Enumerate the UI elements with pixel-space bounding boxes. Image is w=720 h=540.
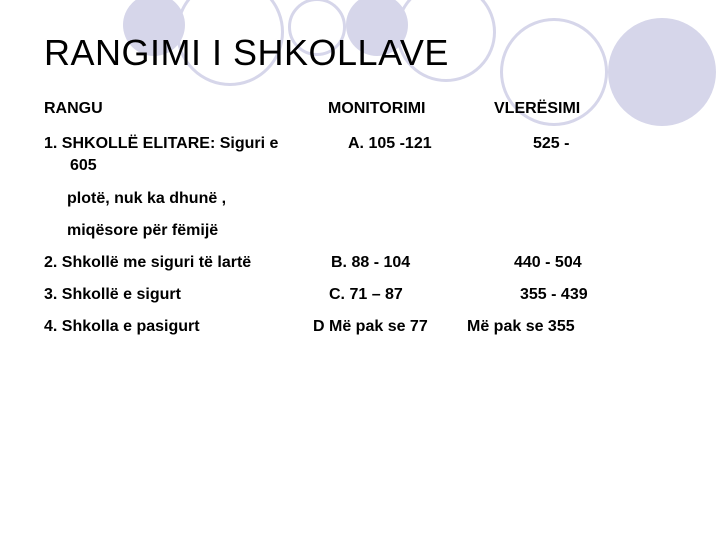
row-4-monitoring: D Më pak se 77 <box>313 318 428 335</box>
row-2-rank: 2. Shkollë me siguri të lartë <box>44 254 252 271</box>
row-4-rank: 4. Shkolla e pasigurt <box>44 318 200 335</box>
row-3-monitoring: C. 71 – 87 <box>329 286 403 303</box>
row-4-evaluation: Më pak se 355 <box>467 318 575 335</box>
row-2-monitoring: B. 88 - 104 <box>331 254 411 271</box>
row-1-evaluation: 525 - <box>533 135 570 152</box>
decor-circle-filled-3 <box>608 18 716 126</box>
row-2-evaluation: 440 - 504 <box>514 254 582 271</box>
row-1-rank-line-3: plotë, nuk ka dhunë , <box>67 190 227 207</box>
header-rank: RANGU <box>44 100 103 117</box>
row-1-rank-line-4: miqësore për fëmijë <box>67 222 219 239</box>
row-1-rank-line-1: 1. SHKOLLË ELITARE: Siguri e <box>44 135 279 152</box>
page-title: RANGIMI I SHKOLLAVE <box>44 32 449 73</box>
row-3-rank: 3. Shkollë e sigurt <box>44 286 181 303</box>
header-monitoring: MONITORIMI <box>328 100 426 117</box>
header-evaluation: VLERËSIMI <box>494 100 581 117</box>
row-1-monitoring: A. 105 -121 <box>348 135 432 152</box>
row-1-rank-line-2: 605 <box>70 157 97 174</box>
row-3-evaluation: 355 - 439 <box>520 286 588 303</box>
